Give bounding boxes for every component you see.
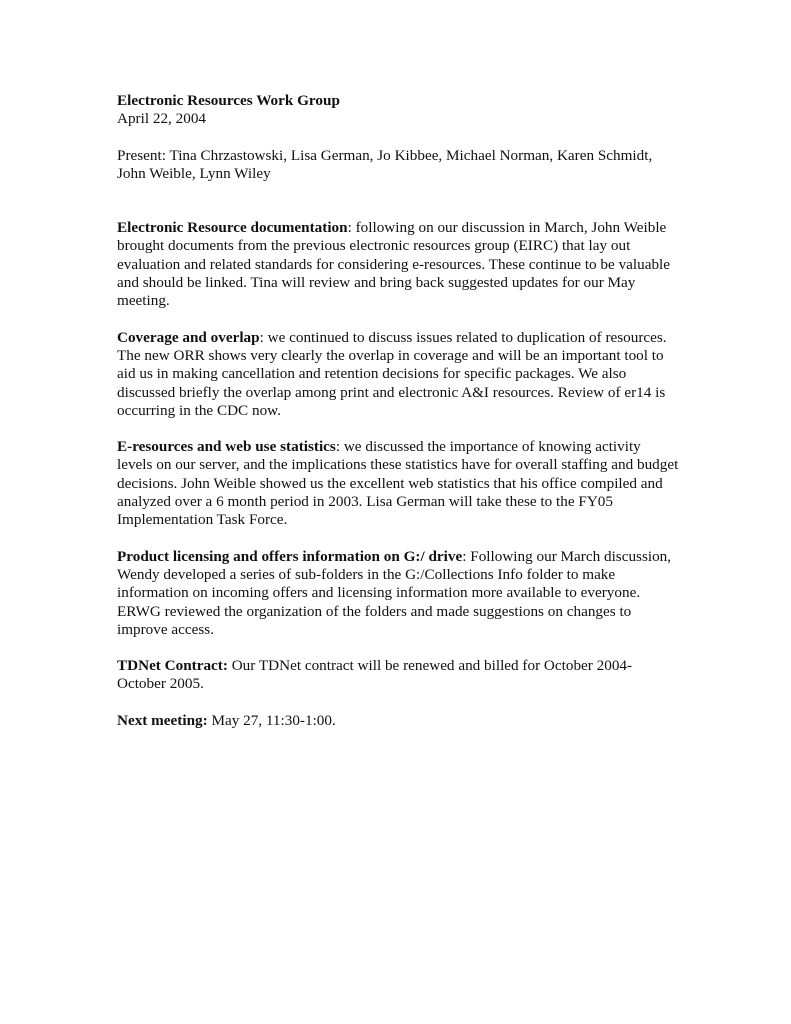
section-line: improve access. xyxy=(117,620,214,638)
section-line: May 27, 11:30-1:00. xyxy=(211,711,336,729)
section-heading: Electronic Resource documentation xyxy=(117,219,348,237)
section-line: Implementation Task Force. xyxy=(117,511,288,529)
section-line: aid us in making cancellation and retention decisions for specific packages. We also xyxy=(117,365,627,383)
section-line: information on incoming offers and licensing information more available to everyone. xyxy=(117,584,641,602)
section-heading: Next meeting: xyxy=(117,711,208,729)
section-line: discussed briefly the overlap among print and electronic A&I resources. Review of er14 is xyxy=(117,383,666,401)
section-next-meeting xyxy=(117,712,687,730)
section-line: following on our discussion in March, John Weible xyxy=(355,219,667,237)
section-heading: E-resources and web use statistics xyxy=(117,438,336,456)
section-separator: : xyxy=(259,328,268,346)
section-line: The new ORR shows very clearly the overlap in coverage and will be an important tool to xyxy=(117,346,664,364)
section-line: October 2005. xyxy=(117,675,204,693)
section-heading: Coverage and overlap xyxy=(117,328,260,346)
document-date: April 22, 2004 xyxy=(117,110,207,128)
attendees-block xyxy=(117,147,687,184)
section-line: and should be linked. Tina will review and bring back suggested updates for our May xyxy=(117,274,636,292)
section-line: brought documents from the previous electronic resources group (EIRC) that lay out xyxy=(117,237,631,255)
document-title: Electronic Resources Work Group xyxy=(117,92,340,109)
attendees-line-1: Present: Tina Chrzastowski, Lisa German, Jo Kibbee, Michael Norman, Karen Schmidt, xyxy=(117,146,653,164)
section-separator: : xyxy=(462,547,471,565)
section-electronic-resource-documentation xyxy=(117,219,687,310)
section-heading: TDNet Contract: xyxy=(117,657,228,675)
section-line: Following our March discussion, xyxy=(470,547,672,565)
section-line: we discussed the importance of knowing activity xyxy=(343,438,641,456)
section-separator: : xyxy=(335,438,344,456)
section-line: Our TDNet contract will be renewed and billed for October 2004- xyxy=(231,657,633,675)
section-line: ERWG reviewed the organization of the folders and made suggestions on changes to xyxy=(117,602,632,620)
attendees-line-2: John Weible, Lynn Wiley xyxy=(117,164,271,182)
section-line: analyzed over a 6 month period in 2003. Lisa German will take these to the FY05 xyxy=(117,493,613,511)
section-line: levels on our server, and the implications these statistics have for overall staffing and budget xyxy=(117,456,679,474)
section-coverage-and-overlap xyxy=(117,329,687,420)
section-heading: Product licensing and offers information on G:/ drive xyxy=(117,547,463,565)
section-line: meeting. xyxy=(117,292,170,310)
section-product-licensing xyxy=(117,548,687,639)
section-tdnet-contract xyxy=(117,657,687,694)
section-separator: : xyxy=(347,219,356,237)
document-page xyxy=(117,92,687,730)
section-line: we continued to discuss issues related to duplication of resources. xyxy=(267,328,667,346)
section-line: occurring in the CDC now. xyxy=(117,401,281,419)
section-line: decisions. John Weible showed us the excellent web statistics that his office compiled and xyxy=(117,474,663,492)
section-line: Wendy developed a series of sub-folders in the G:/Collections Info folder to make xyxy=(117,565,616,583)
section-line: evaluation and related standards for considering e-resources. These continue to be valuable xyxy=(117,255,671,273)
section-e-resources-web-use-statistics xyxy=(117,438,687,529)
